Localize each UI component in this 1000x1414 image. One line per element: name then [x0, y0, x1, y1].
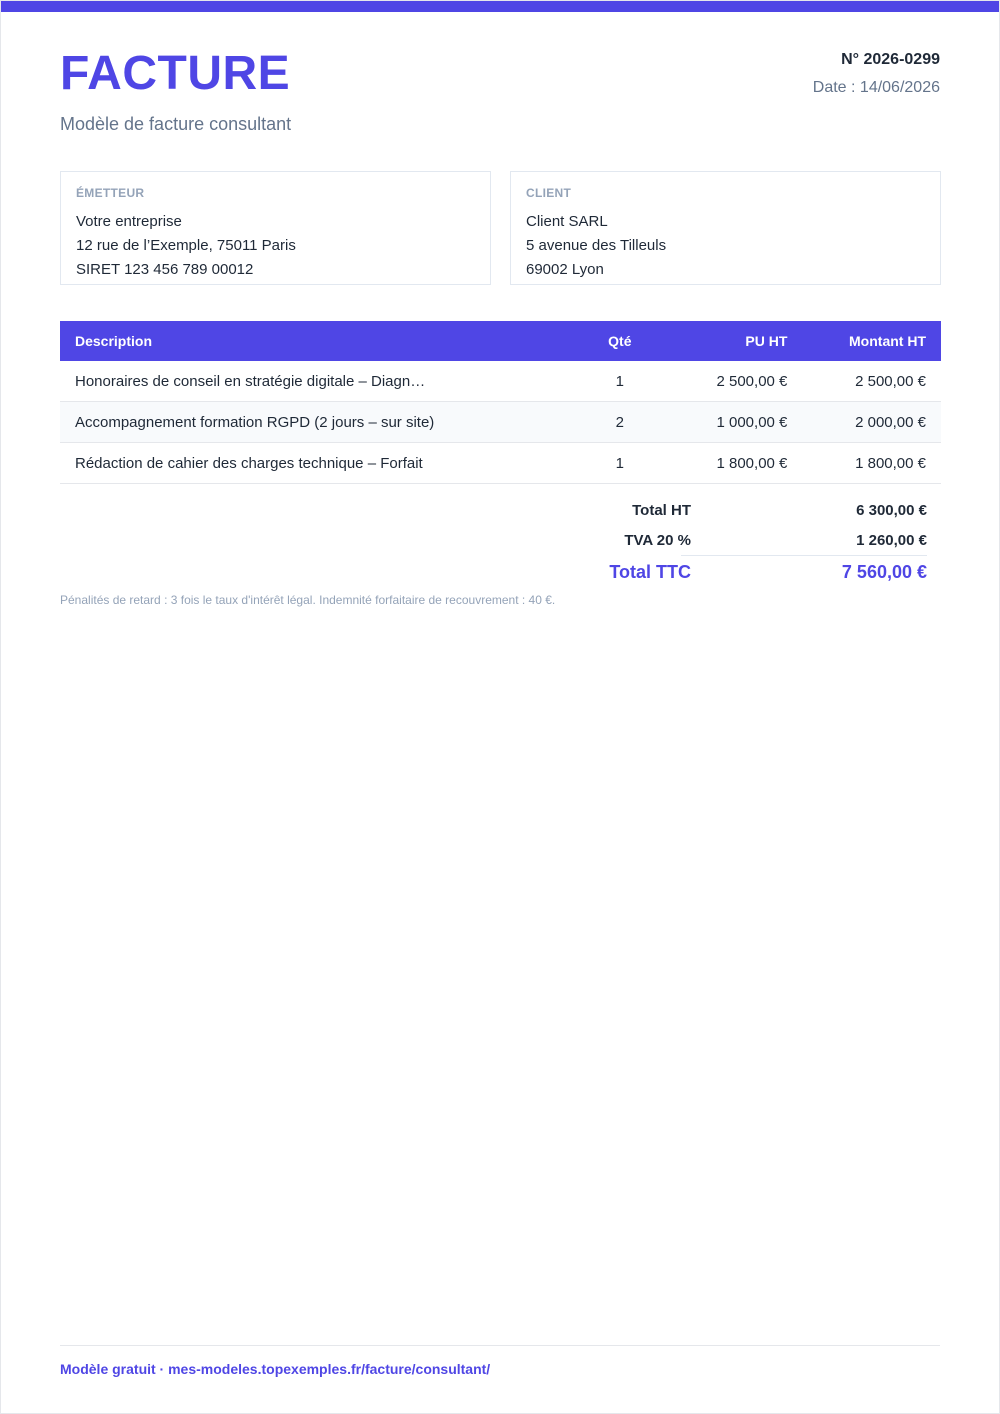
table-row	[60, 443, 941, 484]
row-amount: 1 800,00 €	[802, 443, 941, 484]
issuer-box	[60, 171, 491, 285]
table-header-row	[60, 321, 941, 361]
column-header-description: Description	[75, 333, 153, 349]
total-ttc-row	[561, 556, 927, 588]
row-amount: 2 500,00 €	[802, 361, 941, 402]
footer-divider	[60, 1345, 940, 1346]
tva-value: 1 260,00 €	[856, 531, 927, 549]
total-ttc-value: 7 560,00 €	[841, 561, 927, 582]
table-row	[60, 361, 941, 402]
tva-label: TVA 20 %	[624, 531, 691, 549]
client-heading: CLIENT	[526, 186, 572, 200]
total-ht-row	[561, 495, 927, 525]
row-description: Accompagnement formation RGPD (2 jours – sur site)	[60, 402, 576, 443]
row-unit-price: 1 000,00 €	[664, 402, 803, 443]
late-payment-note: Pénalités de retard : 3 fois le taux d'intérêt légal. Indemnité forfaitaire de recouvrement : 40 €.	[60, 593, 556, 607]
column-header-unit-price: PU HT	[745, 333, 788, 349]
invoice-meta	[813, 49, 940, 99]
line-items-table	[60, 321, 941, 484]
row-description: Honoraires de conseil en stratégie digitale – Diagn…	[60, 361, 576, 402]
total-ht-label: Total HT	[632, 501, 691, 519]
row-quantity: 1	[576, 361, 664, 402]
totals-block	[561, 495, 927, 588]
client-city: 69002 Lyon	[526, 261, 604, 278]
client-box	[510, 171, 941, 285]
row-unit-price: 1 800,00 €	[664, 443, 803, 484]
invoice-number: N° 2026-0299	[841, 51, 940, 68]
issuer-heading: ÉMETTEUR	[76, 186, 145, 200]
client-street: 5 avenue des Tilleuls	[526, 237, 667, 254]
column-header-amount: Montant HT	[849, 333, 926, 349]
invoice-subtitle: Modèle de facture consultant	[60, 114, 292, 134]
issuer-address: 12 rue de l’Exemple, 75011 Paris	[76, 237, 296, 254]
row-quantity: 2	[576, 402, 664, 443]
row-amount: 2 000,00 €	[802, 402, 941, 443]
invoice-date: Date : 14/06/2026	[812, 79, 940, 96]
row-description: Rédaction de cahier des charges technique – Forfait	[60, 443, 576, 484]
accent-top-bar	[1, 1, 999, 12]
issuer-siret: SIRET 123 456 789 00012	[76, 261, 254, 278]
tva-row	[561, 525, 927, 555]
invoice-title: FACTURE	[60, 47, 291, 100]
row-unit-price: 2 500,00 €	[664, 361, 803, 402]
total-ttc-label: Total TTC	[609, 561, 691, 582]
column-header-quantity: Qté	[608, 333, 632, 349]
total-ht-value: 6 300,00 €	[856, 501, 927, 519]
table-row	[60, 402, 941, 443]
row-quantity: 1	[576, 443, 664, 484]
issuer-name: Votre entreprise	[76, 213, 182, 230]
client-name: Client SARL	[526, 213, 608, 230]
footer-link[interactable]: Modèle gratuit · mes-modeles.topexemples.fr/facture/consultant/	[60, 1361, 491, 1377]
